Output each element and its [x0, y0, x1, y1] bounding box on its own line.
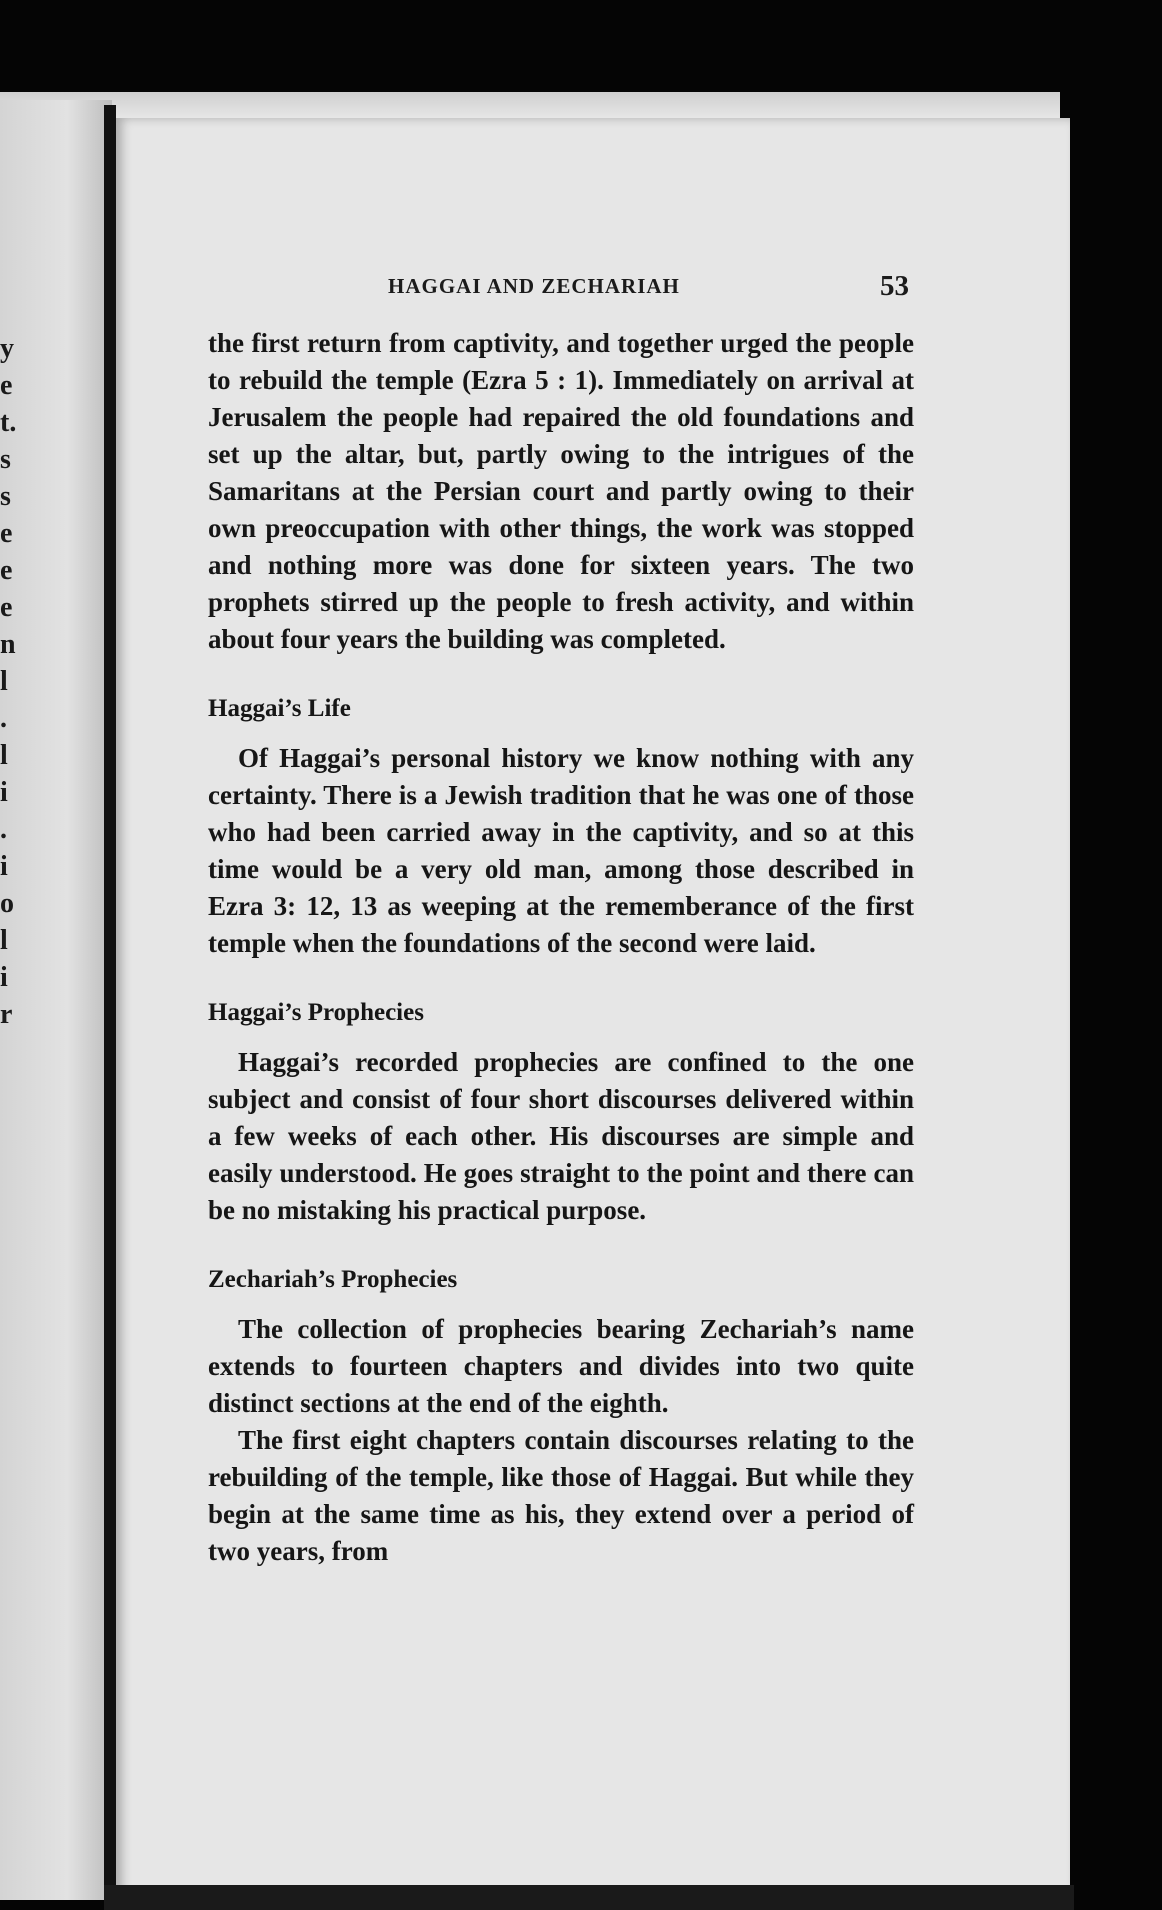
- facing-page-fragment: e: [0, 555, 13, 586]
- running-head: [0, 270, 1162, 308]
- section-heading-haggais-prophecies: Haggai’s Prophecies: [208, 999, 424, 1026]
- paragraph: the first return from captivity, and together urged the people to rebuild the temple (Ezra 5 : 1). Immediately on arrival at Jerusalem the people had repaired the old foundations and set up the altar, but, partly owing to the intrigues of the Samaritans at the Persian court and partly owing to their own preoccupation with other things, the work was stopped and nothing more was done for sixteen years. The two prophets stirred up the people to fresh activity, and within about four years the building was completed.: [208, 328, 914, 654]
- paragraph: The first eight chapters contain discourses relating to the rebuilding of the temple, like those of Haggai. But while they begin at the same time as his, they extend over a period of two years, from: [208, 1425, 914, 1566]
- book-gutter: [104, 105, 116, 1905]
- facing-page-fragment: e: [0, 370, 13, 401]
- facing-page-fragment: .: [0, 703, 7, 734]
- facing-page-strip: [0, 100, 112, 1900]
- facing-page-fragment: i: [0, 777, 8, 808]
- facing-page-fragment: .: [0, 814, 7, 845]
- facing-page-fragment: s: [0, 481, 11, 512]
- paragraph: Haggai’s recorded prophecies are confined to the one subject and consist of four short discourses delivered within a few weeks of each other. His discourses are simple and easily understood. He goes straight to the point and there can be no mistaking his practical purpose.: [208, 1047, 914, 1225]
- section-heading-zechariahs-prophecies: Zechariah’s Prophecies: [208, 1266, 458, 1293]
- top-page-edge: [0, 92, 1060, 118]
- running-head-title: HAGGAI AND ZECHARIAH: [388, 274, 680, 298]
- facing-page-fragment: s: [0, 444, 11, 475]
- facing-page-fragment: r: [0, 999, 13, 1030]
- facing-page-fragment: o: [0, 888, 14, 919]
- page-number: 53: [880, 270, 909, 302]
- facing-page-fragment: i: [0, 851, 8, 882]
- facing-page-fragment: i: [0, 962, 8, 993]
- facing-page-fragment: l: [0, 740, 8, 771]
- facing-page-fragment: l: [0, 925, 8, 956]
- facing-page-fragment: n: [0, 629, 16, 660]
- facing-page-fragment: e: [0, 592, 13, 623]
- body-text: [208, 325, 914, 1570]
- section-heading-haggais-life: Haggai’s Life: [208, 695, 351, 722]
- facing-page-fragment: e: [0, 518, 13, 549]
- facing-page-fragment: t.: [0, 407, 17, 438]
- facing-page-fragment: l: [0, 666, 8, 697]
- facing-page-text: [0, 330, 16, 1033]
- facing-page-fragment: y: [0, 333, 14, 364]
- paragraph: The collection of prophecies bearing Zechariah’s name extends to fourteen chapters and divides into two quite distinct sections at the end of the eighth.: [208, 1314, 914, 1418]
- bottom-page-edge: [104, 1885, 1074, 1910]
- paragraph: Of Haggai’s personal history we know nothing with any certainty. There is a Jewish tradition that he was one of those who had been carried away in the captivity, and so at this time would be a very old man, among those described in Ezra 3: 12, 13 as weeping at the rememberance of the first temple when the foundations of the second were laid.: [208, 743, 914, 958]
